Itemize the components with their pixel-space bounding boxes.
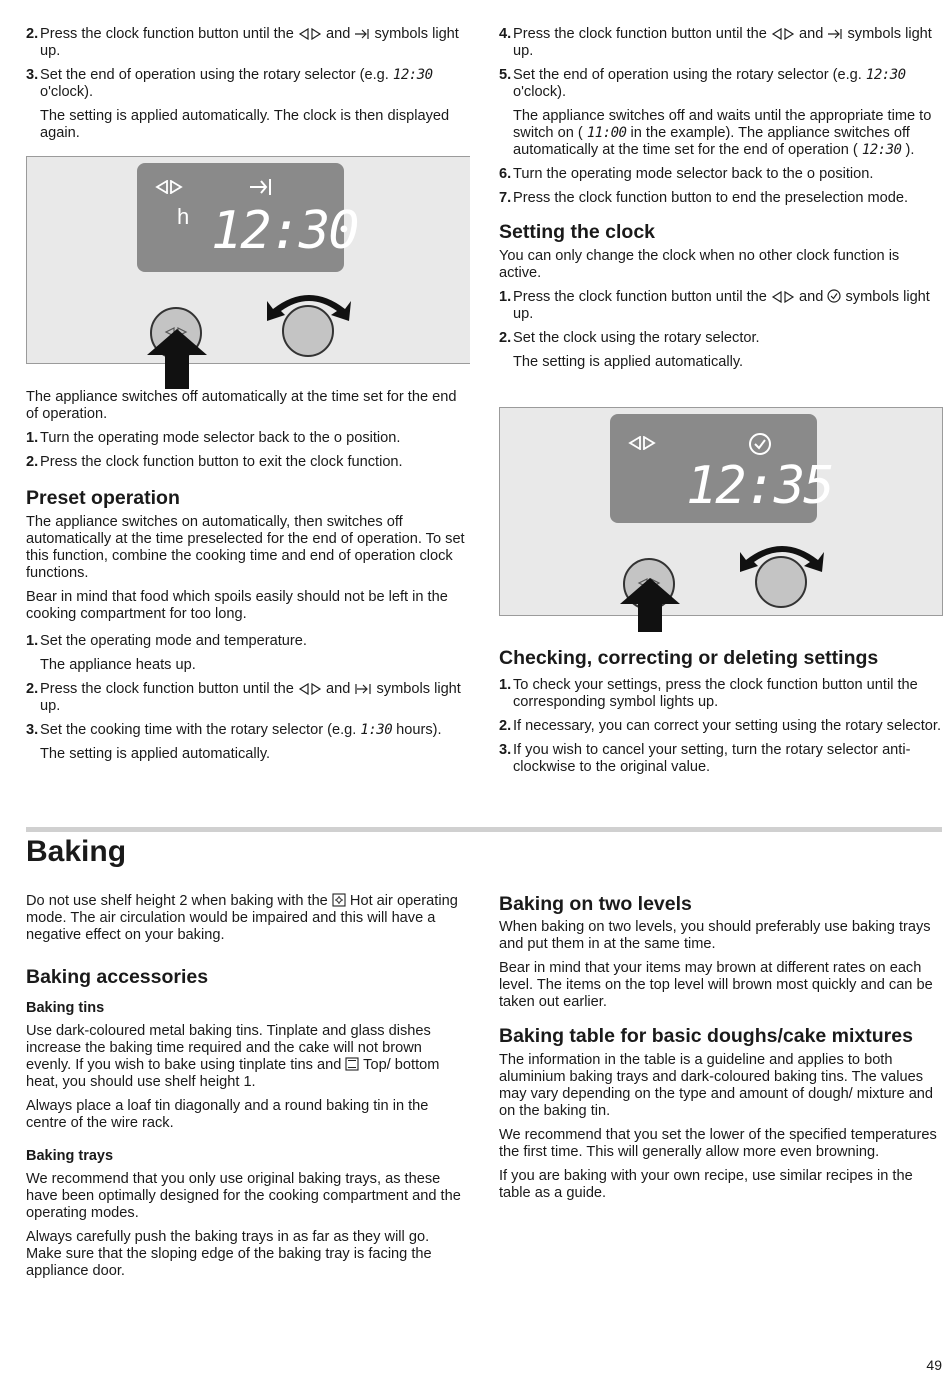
baking-right-column — [499, 893, 945, 1209]
list-item: 1. Set the operating mode and temperature. The appliance heats up. — [26, 633, 307, 673]
paragraph: Always carefully push the baking trays in as far as they will go. Make sure that the sloping edge of the baking tray is facing the appliance door. — [26, 1229, 432, 1279]
list-item: 1. To check your settings, press the clock function button until the corresponding symbol lights up. — [499, 677, 918, 710]
clock-display-figure — [499, 407, 943, 616]
section-heading: Preset operation — [26, 487, 180, 509]
paragraph: We recommend that you only use original baking trays, as these have been optimally designed for the cooking compartment and the operating modes. — [26, 1171, 461, 1221]
paragraph: Bear in mind that food which spoils easily should not be left in the cooking compartment for too long. — [26, 589, 448, 622]
section-heading: Baking table for basic doughs/cake mixtures — [499, 1025, 913, 1047]
digital-display — [137, 163, 358, 272]
right-column-top — [499, 26, 945, 378]
list-item: 5. Set the end of operation using the rotary selector (e.g. 12:30 o'clock). The appliance switches off and waits until the appropriate time to switch on ( 11:00 in the example). The appliance switches off automatically at the time set for the end of operation ( 12:30 ). — [499, 67, 932, 158]
paragraph: If you are baking with your own recipe, use similar recipes in the table as a guide. — [499, 1168, 913, 1201]
list-item: 1. Turn the operating mode selector back to the o position. — [26, 430, 401, 446]
section-heading: Baking on two levels — [499, 893, 692, 915]
page-number: 49 — [926, 1357, 942, 1373]
preset-steps — [26, 633, 468, 763]
end-of-operation-steps — [26, 26, 468, 142]
paragraph: The information in the table is a guideline and applies to both aluminium baking trays and dark-coloured baking tins. The values may vary depending on the type and amount of dough/ mixture and on the baking tin. — [499, 1052, 934, 1119]
list-item: 2. Press the clock function button until the and symbols light up. — [26, 26, 459, 59]
end-of-operation-icon — [354, 28, 370, 40]
list-item: 7. Press the clock function button to end the preselection mode. — [499, 190, 909, 206]
list-item: 1. Press the clock function button until the and symbols light up. — [499, 289, 930, 322]
checking-steps — [499, 677, 945, 776]
clock-icon — [748, 432, 772, 456]
top-bottom-heat-icon — [345, 1057, 359, 1071]
paragraph: Bear in mind that your items may brown at different rates on each level. The items on the top level will brown most quickly and can be taken out earlier. — [499, 960, 933, 1010]
list-item: 3. Set the end of operation using the rotary selector (e.g. 12:30 o'clock). The setting is applied automatically. The clock is then displayed again. — [26, 67, 450, 141]
paragraph: Do not use shelf height 2 when baking with the Hot air operating mode. The air circulation would be impaired and this will have a negative effect on your baking. — [26, 893, 458, 943]
display-time: 12:35 — [686, 456, 833, 516]
left-column-top — [26, 26, 468, 149]
paragraph: You can only change the clock when no other clock function is active. — [499, 248, 900, 281]
hot-air-icon — [332, 893, 346, 907]
paragraph: We recommend that you set the lower of the specified temperatures the first time. This will generally allow more even browning. — [499, 1127, 937, 1160]
list-item: 3. Set the cooking time with the rotary selector (e.g. 1:30 hours). The setting is applied automatically. — [26, 722, 442, 762]
clock-function-icon — [155, 180, 183, 194]
press-arrow-icon — [145, 329, 209, 389]
clock-function-icon — [628, 436, 656, 450]
step-number: 2. — [26, 26, 39, 42]
left-column-middle — [26, 389, 468, 770]
list-item: 2. Press the clock function button to exit the clock function. — [26, 454, 403, 470]
clock-function-icon — [298, 28, 322, 40]
rotate-arrow-icon — [263, 275, 355, 323]
baking-left-column — [26, 893, 468, 1287]
finish-steps — [26, 430, 468, 471]
page-title: Baking — [26, 835, 127, 868]
display-time: 12:30 — [211, 201, 358, 261]
section-heading: Baking accessories — [26, 966, 209, 988]
list-item: 3. If you wish to cancel your setting, turn the rotary selector anti-clockwise to the original value. — [499, 742, 911, 775]
subsection-heading: Baking tins — [26, 1000, 105, 1016]
section-divider — [26, 827, 942, 832]
list-item: 2. Press the clock function button until the and symbols light up. — [26, 681, 461, 714]
cooking-time-icon — [354, 683, 372, 695]
oven-display-figure — [26, 156, 470, 364]
hours-unit: h — [177, 204, 190, 229]
list-item: 4. Press the clock function button until the and symbols light up. — [499, 26, 932, 59]
press-arrow-icon — [618, 578, 682, 632]
paragraph: Always place a loaf tin diagonally and a round baking tin in the centre of the wire rack. — [26, 1098, 429, 1131]
paragraph: When baking on two levels, you should preferably use baking trays and put them in at the same time. — [499, 919, 931, 952]
subsection-heading: Baking trays — [26, 1148, 114, 1164]
list-item: 2. Set the clock using the rotary selector. The setting is applied automatically. — [499, 330, 760, 370]
clock-function-icon — [298, 683, 322, 695]
step-number: 3. — [26, 67, 39, 83]
paragraph: The appliance switches off automatically at the time set for the end of operation. — [26, 389, 457, 422]
end-of-operation-icon — [249, 178, 273, 196]
section-heading: Setting the clock — [499, 221, 656, 243]
paragraph: Use dark-coloured metal baking tins. Tinplate and glass dishes increase the baking time required and the cake will not brown evenly. If you wish to bake using tinplate tins and Top/ bottom heat, you should use shelf height 1. — [26, 1023, 440, 1090]
end-of-operation-icon — [827, 28, 843, 40]
clock-icon — [827, 289, 841, 303]
list-item: 6. Turn the operating mode selector back to the o position. — [499, 166, 874, 182]
set-clock-steps — [499, 289, 945, 371]
paragraph: The appliance switches on automatically, then switches off automatically at the time preselected for the end of operation. To set this function, combine the cooking time and end of operation clock functions. — [26, 514, 465, 581]
section-heading: Checking, correcting or deleting settings — [499, 647, 879, 669]
list-item: 2. If necessary, you can correct your setting using the rotary selector. — [499, 718, 942, 734]
rotate-arrow-icon — [736, 526, 828, 574]
clock-function-icon — [771, 291, 795, 303]
checking-section — [499, 647, 945, 783]
digital-display — [610, 414, 833, 523]
clock-function-icon — [771, 28, 795, 40]
preset-steps-continued — [499, 26, 945, 207]
